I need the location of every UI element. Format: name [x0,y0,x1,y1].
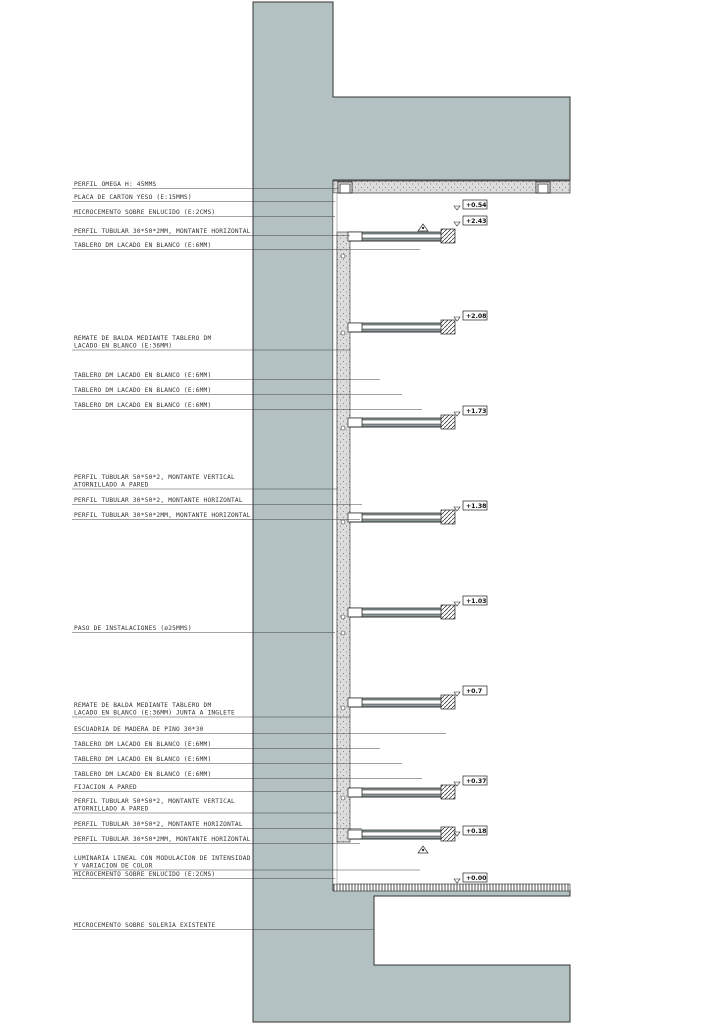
horizontal-profile [348,323,362,332]
annotation-text: PASO DE INSTALACIONES (ø25MMS) [74,625,192,632]
annotation-text: TABLERO DM LACADO EN BLANCO (E:6MM) [74,741,212,748]
level-triangle-icon [454,879,460,883]
annotation-text: PERFIL TUBULAR 50*50*2, MONTANTE VERTICAL [74,474,235,481]
annotation-text: PLACA DE CARTON YESO (E:15MMS) [74,194,192,201]
annotation-text: PERFIL TUBULAR 30*50*2, MONTANTE HORIZONTAL [74,821,243,828]
level-marker [454,311,487,321]
wall-fixing [341,254,345,258]
horizontal-profile [348,513,362,522]
annotation-text: PERFIL TUBULAR 50*50*2, MONTANTE VERTICAL [74,798,235,805]
level-marker [454,826,487,836]
shelf-edge-trim [441,229,455,243]
annotation-text: PERFIL TUBULAR 30*50*2MM, MONTANTE HORIZONTAL [74,836,251,843]
level-value: +0.18 [466,828,487,835]
level-triangle-icon [454,222,460,226]
wall-fixing [341,331,345,335]
horizontal-profile [348,608,362,617]
annotation-text: LACADO EN BLANCO (E:36MM) [74,342,173,350]
annotation-text: LACADO EN BLANCO (E:36MM) JUNTA A INGLETE [74,709,235,717]
annotation-text: ATORNILLADO A PARED [74,805,149,813]
annotation-text: REMATE DE BALDA MEDIANTE TABLERO DM [74,335,212,342]
level-value: +0.00 [466,875,487,882]
annotation-text: PERFIL TUBULAR 30*50*2MM, MONTANTE HORIZONTAL [74,228,251,235]
level-marker [454,873,487,883]
annotation-text: MICROCEMENTO SOBRE ENLUCIDO (E:2CMS) [74,871,216,878]
level-value: +0.54 [466,202,487,209]
shelf-edge-trim [441,827,455,841]
shelf-edge-trim [441,510,455,524]
annotation-text: MICROCEMENTO SOBRE ENLUCIDO (E:2CMS) [74,209,216,216]
level-value: +0.7 [466,688,483,695]
annotation-text: ESCUADRIA DE MADERA DE PINO 30*30 [74,726,204,733]
level-value: +0.37 [466,778,487,785]
annotation-label [72,387,402,395]
shelf [348,320,455,334]
shelf [348,415,455,429]
annotation-text: TABLERO DM LACADO EN BLANCO (E:6MM) [74,402,212,409]
luminaire-icon [418,846,428,853]
level-value: +1.03 [466,598,487,605]
level-marker [454,501,487,511]
floor-finish [333,884,570,891]
ceiling-plaster-board [333,181,570,193]
shelf-edge-trim [441,785,455,799]
shelf [348,827,455,841]
wall-finish-layer [333,193,337,884]
annotation-text: FIJACION A PARED [74,784,137,791]
annotation-text: PERFIL TUBULAR 30*50*2MM, MONTANTE HORIZONTAL [74,512,251,519]
annotation-text: TABLERO DM LACADO EN BLANCO (E:6MM) [74,771,212,778]
horizontal-profile [348,698,362,707]
luminaire-icon [418,224,428,231]
annotation-text: TABLERO DM LACADO EN BLANCO (E:6MM) [74,372,212,379]
shelf-edge-trim [441,320,455,334]
level-marker [454,406,487,416]
annotation-text: REMATE DE BALDA MEDIANTE TABLERO DM [74,702,212,709]
annotation-text: MICROCEMENTO SOBRE SOLERIA EXISTENTE [74,922,216,929]
annotation-label [72,756,402,764]
concrete-wall [253,2,570,1022]
annotation-text: TABLERO DM LACADO EN BLANCO (E:6MM) [74,387,212,394]
level-marker [454,596,487,606]
shelf [348,229,455,243]
horizontal-profile [348,418,362,427]
level-marker [454,200,487,210]
annotation-text: TABLERO DM LACADO EN BLANCO (E:6MM) [74,242,212,249]
annotation-label [72,402,422,410]
shelf-edge-trim [441,695,455,709]
annotation-text: TABLERO DM LACADO EN BLANCO (E:6MM) [74,756,212,763]
shelf-edge-trim [441,415,455,429]
shelf-edge-trim [441,605,455,619]
annotation-label [72,242,420,250]
horizontal-profile [348,232,362,241]
horizontal-profile [348,830,362,839]
shelf [348,510,455,524]
shelf [348,605,455,619]
annotation-text: Y VARIACION DE COLOR [74,862,153,870]
level-value: +1.38 [466,503,487,510]
annotation-text: ATORNILLADO A PARED [74,481,149,489]
wall-fixing [341,796,345,800]
annotation-text: PERFIL TUBULAR 30*50*2, MONTANTE HORIZONTAL [74,497,243,504]
level-value: +1.73 [466,408,487,415]
annotation-text: PERFIL OMEGA H: 45MMS [74,181,157,188]
horizontal-profile [348,788,362,797]
level-triangle-icon [454,206,460,210]
level-marker [454,686,487,696]
wall-fixing [341,706,345,710]
shelf [348,785,455,799]
wall-fixing [341,520,345,524]
annotation-label [72,771,422,779]
level-marker [454,776,487,786]
annotation-label [72,855,420,870]
wall-fixing [341,426,345,430]
wall-fixing [341,615,345,619]
level-marker [454,216,487,226]
annotation-text: LUMINARIA LINEAL CON MODULACION DE INTENSIDAD [74,855,251,862]
shelf [348,695,455,709]
level-value: +2.08 [466,313,487,320]
level-value: +2.43 [466,218,487,225]
wall-fixing [341,631,345,635]
